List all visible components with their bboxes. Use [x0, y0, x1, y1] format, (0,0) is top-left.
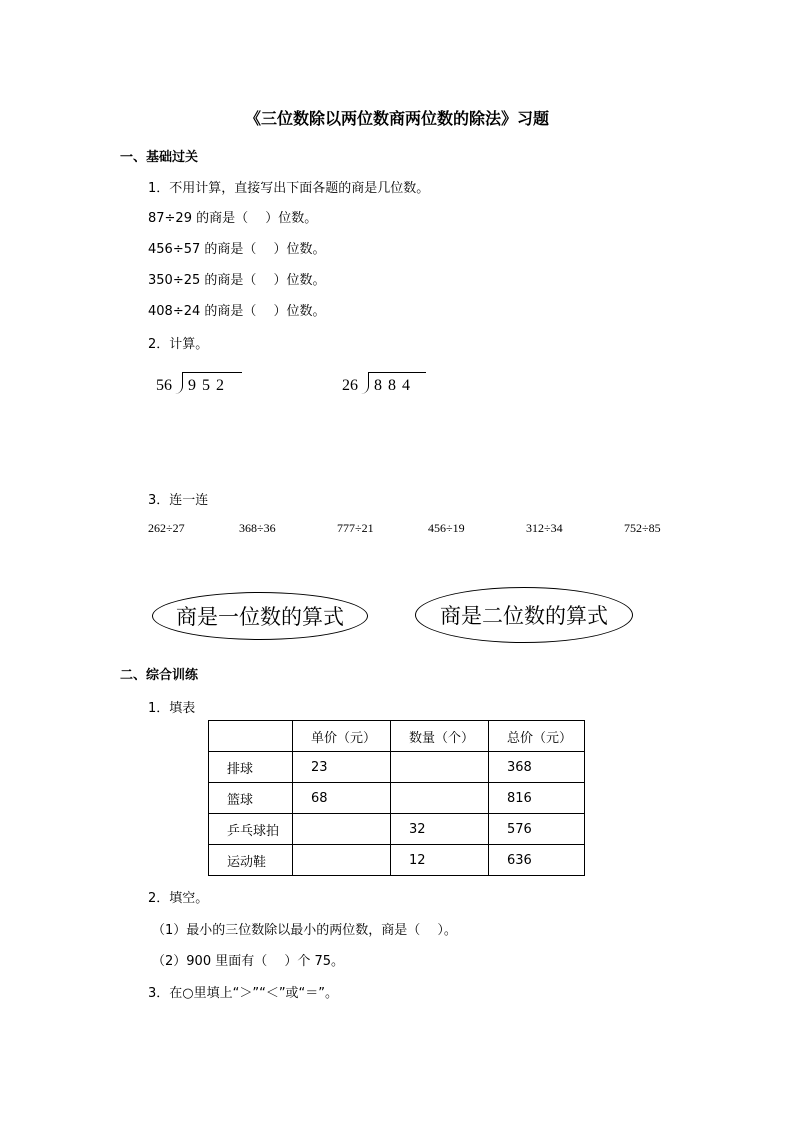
- divisor: 56: [156, 377, 172, 394]
- division-bar: [368, 372, 426, 373]
- division-bracket: [361, 372, 369, 394]
- table-cell: 68: [293, 783, 391, 814]
- question-1-prompt: 1．不用计算，直接写出下面各题的商是几位数。: [148, 181, 430, 196]
- section-heading-training: 二、综合训练: [120, 668, 199, 683]
- question-1-item: 408÷24 的商是（ ）位数。: [148, 304, 326, 319]
- table-row: [209, 752, 585, 783]
- table-row: [209, 845, 585, 876]
- long-division: [156, 368, 246, 398]
- dividend: 9 5 2: [188, 377, 225, 394]
- match-expression[interactable]: 262÷27: [148, 521, 185, 535]
- match-expression[interactable]: 752÷85: [624, 521, 661, 535]
- section-heading-basics: 一、基础过关: [120, 150, 199, 165]
- question-3-prompt: 3．在○里填上“＞”“＜”或“＝”。: [148, 986, 339, 1001]
- question-3-prompt: 3．连一连: [148, 493, 209, 508]
- fill-blank-item: （2）900 里面有（ ）个 75。: [152, 954, 345, 969]
- table-cell: 12: [391, 845, 489, 876]
- question-1-item: 87÷29 的商是（ ）位数。: [148, 211, 318, 226]
- division-bar: [182, 372, 242, 373]
- long-division: [342, 368, 432, 398]
- match-expression[interactable]: 368÷36: [239, 521, 276, 535]
- table-cell-blank[interactable]: [293, 845, 391, 876]
- table-cell: 排球: [209, 752, 293, 783]
- question-1-item: 456÷57 的商是（ ）位数。: [148, 242, 326, 257]
- table-cell: 368: [489, 752, 585, 783]
- question-1-prompt: 1．填表: [148, 701, 196, 716]
- page-title: 《三位数除以两位数商两位数的除法》习题: [244, 109, 549, 128]
- dividend: 8 8 4: [374, 377, 411, 394]
- oval-two-digit-quotient[interactable]: [415, 587, 633, 643]
- table-header-cell: 数量（个）: [391, 721, 489, 752]
- table-header-cell: 总价（元）: [489, 721, 585, 752]
- table-cell-blank[interactable]: [293, 814, 391, 845]
- table-header-cell: 单价（元）: [293, 721, 391, 752]
- table-cell: 636: [489, 845, 585, 876]
- table-row: [209, 814, 585, 845]
- price-table: [208, 720, 585, 876]
- table-cell-blank[interactable]: [391, 752, 489, 783]
- table-cell: 运动鞋: [209, 845, 293, 876]
- table-cell: 816: [489, 783, 585, 814]
- divisor: 26: [342, 377, 358, 394]
- table-header-cell: [209, 721, 293, 752]
- table-cell-blank[interactable]: [391, 783, 489, 814]
- question-2-prompt: 2．填空。: [148, 891, 209, 906]
- oval-label: 商是一位数的算式: [176, 605, 344, 629]
- match-expression[interactable]: 777÷21: [337, 521, 374, 535]
- question-1-item: 350÷25 的商是（ ）位数。: [148, 273, 326, 288]
- table-cell: 23: [293, 752, 391, 783]
- table-row: [209, 783, 585, 814]
- oval-label: 商是二位数的算式: [440, 604, 608, 628]
- table-cell: 32: [391, 814, 489, 845]
- oval-one-digit-quotient[interactable]: [152, 592, 368, 640]
- table-cell: 576: [489, 814, 585, 845]
- fill-blank-item: （1）最小的三位数除以最小的两位数，商是（ ）。: [152, 923, 457, 938]
- division-bracket: [175, 372, 183, 394]
- question-2-prompt: 2．计算。: [148, 337, 209, 352]
- match-expression[interactable]: 456÷19: [428, 521, 465, 535]
- match-expression[interactable]: 312÷34: [526, 521, 563, 535]
- table-cell: 篮球: [209, 783, 293, 814]
- table-header-row: [209, 721, 585, 752]
- table-cell: 乒乓球拍: [209, 814, 293, 845]
